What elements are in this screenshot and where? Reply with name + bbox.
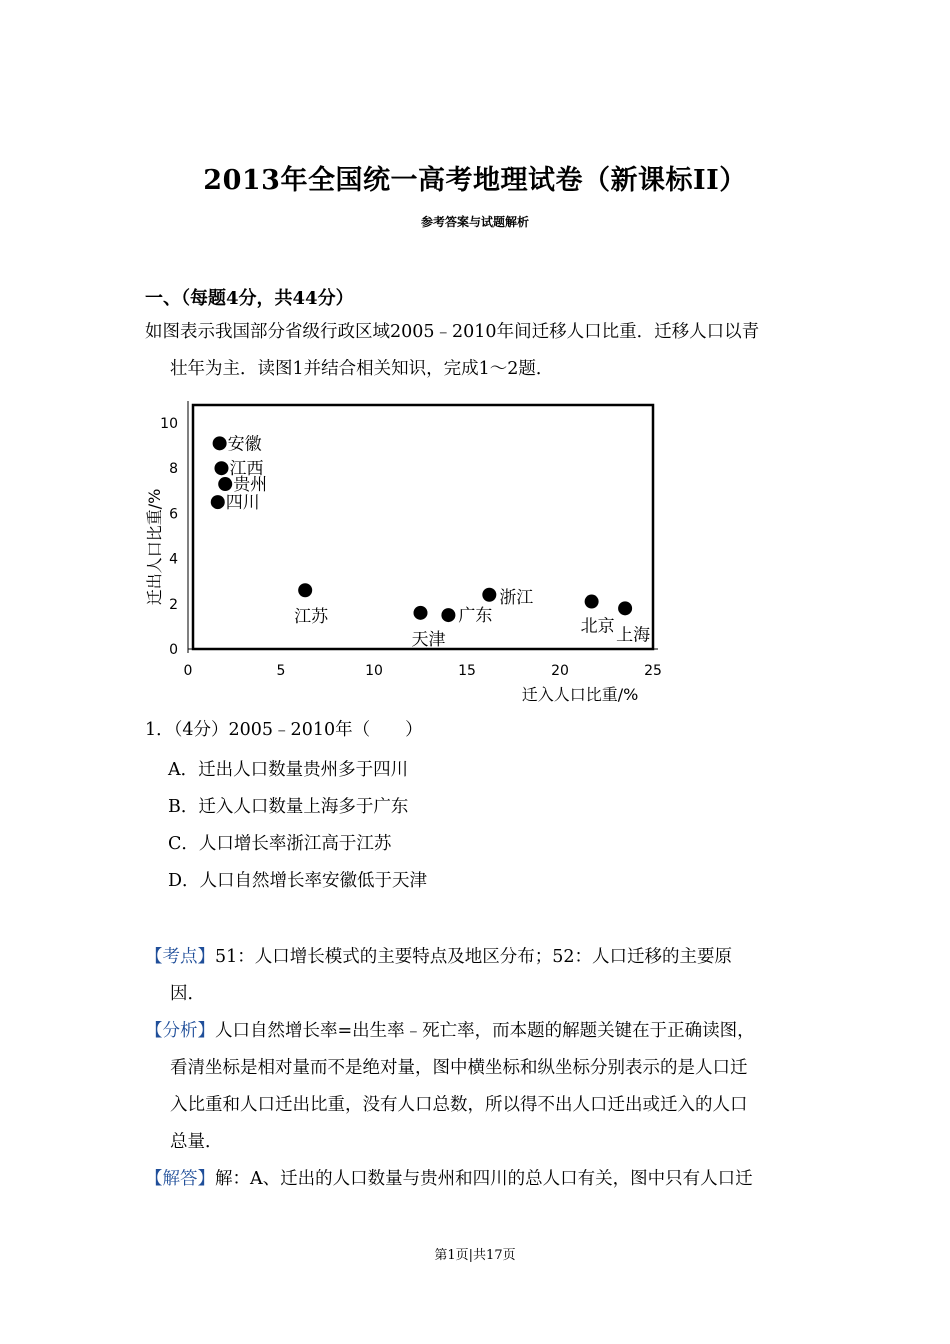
migration-scatter-chart <box>140 397 680 709</box>
x-axis-label: 迁入人口比重/% <box>521 685 639 704</box>
y-tick-label: 2 <box>169 596 178 613</box>
question-1: 1．（4分）2005﹣2010年（ ） <box>145 720 423 740</box>
section-heading: 一、（每题4分，共44分） <box>145 288 354 309</box>
y-tick-label: 6 <box>169 506 178 523</box>
jieda-text-1: 解：A、迁出的人口数量与贵州和四川的总人口有关，图中只有人口迁 <box>215 1169 753 1189</box>
y-tick-label: 8 <box>169 461 178 478</box>
point-label: 江苏 <box>294 607 329 628</box>
fenxi-text-2: 看清坐标是相对量而不是绝对量，图中横坐标和纵坐标分别表示的是人口迁 <box>170 1058 748 1078</box>
point-label: 天津 <box>411 629 446 650</box>
y-tick-label: 10 <box>160 416 178 432</box>
fenxi-text-1: 人口自然增长率=出生率﹣死亡率，而本题的解题关键在于正确读图， <box>215 1021 755 1041</box>
fenxi-text-3: 入比重和人口迁出比重，没有人口总数，所以得不出人口迁出或迁入的人口 <box>170 1095 748 1115</box>
y-tick-label: 4 <box>169 551 178 568</box>
kaodian-tag: 【考点】 <box>145 947 215 967</box>
data-point <box>585 595 599 609</box>
intro-paragraph <box>145 314 810 388</box>
point-label: 北京 <box>580 616 615 637</box>
point-label: 江西 <box>229 459 264 480</box>
x-tick-label: 5 <box>276 663 286 679</box>
fenxi-tag: 【分析】 <box>145 1021 215 1041</box>
option-d: D．人口自然增长率安徽低于天津 <box>168 871 428 891</box>
point-label: 广东 <box>458 606 493 627</box>
x-tick-label: 20 <box>551 663 569 679</box>
data-point <box>213 436 227 450</box>
y-tick-label: 0 <box>169 642 178 658</box>
data-point <box>441 608 455 622</box>
option-c: C．人口增长率浙江高于江苏 <box>168 834 392 854</box>
document-subtitle: 参考答案与试题解析 <box>420 215 529 229</box>
x-tick-label: 0 <box>183 663 193 679</box>
jieda-block <box>145 1161 810 1198</box>
point-label: 浙江 <box>499 587 534 608</box>
kaodian-text-1: 51：人口增长模式的主要特点及地区分布；52：人口迁移的主要原 <box>215 947 733 967</box>
data-point <box>214 461 228 475</box>
y-axis-label: 迁出人口比重/% <box>145 488 164 606</box>
data-point <box>298 583 312 597</box>
jieda-tag: 【解答】 <box>145 1169 215 1189</box>
fenxi-text-4: 总量． <box>170 1132 223 1152</box>
x-tick-label: 25 <box>644 663 662 679</box>
x-tick-label: 10 <box>365 663 383 679</box>
kaodian-block <box>145 939 810 1013</box>
point-label: 上海 <box>616 625 651 646</box>
data-point <box>218 477 232 491</box>
point-label: 贵州 <box>233 475 268 496</box>
data-point <box>482 588 496 602</box>
intro-line-1: 如图表示我国部分省级行政区域2005﹣2010年间迁移人口比重．迁移人口以青 <box>145 322 760 342</box>
page-footer: 第1页|共17页 <box>434 1248 516 1263</box>
fenxi-block <box>145 1013 810 1161</box>
kaodian-text-2: 因． <box>170 984 205 1004</box>
data-point <box>414 606 428 620</box>
x-tick-label: 15 <box>458 663 476 679</box>
intro-line-2: 壮年为主．读图1并结合相关知识，完成1～2题． <box>170 359 554 379</box>
data-point <box>618 601 632 615</box>
option-b: B．迁入人口数量上海多于广东 <box>168 797 409 817</box>
data-point <box>211 495 225 509</box>
point-label: 四川 <box>225 493 260 514</box>
document-title: 2013年全国统一高考地理试卷（新课标II） <box>203 165 747 196</box>
option-a: A．迁出人口数量贵州多于四川 <box>168 760 409 780</box>
point-label: 安徽 <box>227 434 262 455</box>
